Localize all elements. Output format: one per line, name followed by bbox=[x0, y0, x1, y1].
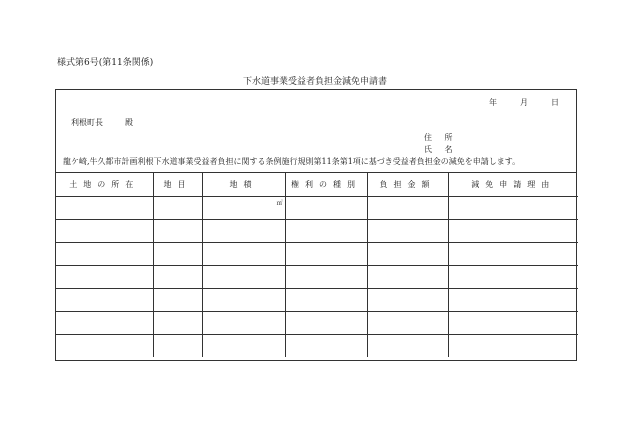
cell-land-category[interactable] bbox=[153, 197, 202, 220]
cell-right-type[interactable] bbox=[285, 197, 367, 220]
form-title: 下水道事業受益者負担金減免申請書 bbox=[242, 77, 387, 87]
table-row bbox=[56, 197, 578, 220]
cell-land-category[interactable] bbox=[153, 266, 202, 289]
cell-location[interactable] bbox=[56, 197, 153, 220]
date-day-label: 日 bbox=[551, 98, 560, 107]
address-label: 住 所 bbox=[424, 133, 458, 142]
header-right-type: 権利の種別 bbox=[285, 173, 367, 197]
form-header-section bbox=[56, 90, 576, 173]
cell-reduction-reason[interactable] bbox=[448, 312, 578, 335]
header-location: 土地の所在 bbox=[56, 173, 153, 197]
cell-land-category[interactable] bbox=[153, 243, 202, 266]
cell-location[interactable] bbox=[56, 243, 153, 266]
cell-right-type[interactable] bbox=[285, 243, 367, 266]
date-year-label: 年 bbox=[489, 98, 498, 107]
application-form bbox=[55, 89, 577, 361]
cell-land-category[interactable] bbox=[153, 312, 202, 335]
header-land-category: 地目 bbox=[153, 173, 202, 197]
form-number: 様式第6号(第11条関係) bbox=[57, 58, 154, 68]
date-line bbox=[489, 97, 560, 108]
cell-land-category[interactable] bbox=[153, 289, 202, 312]
table-row bbox=[56, 220, 578, 243]
header-charge-amount: 負担金額 bbox=[367, 173, 448, 197]
cell-land-area[interactable] bbox=[202, 220, 285, 243]
cell-right-type[interactable] bbox=[285, 289, 367, 312]
cell-reduction-reason[interactable] bbox=[448, 266, 578, 289]
table-row bbox=[56, 312, 578, 335]
table-row bbox=[56, 243, 578, 266]
header-land-area: 地積 bbox=[202, 173, 285, 197]
table-row bbox=[56, 335, 578, 358]
header-reduction-reason: 減免申請理由 bbox=[448, 173, 578, 197]
cell-land-area[interactable] bbox=[202, 289, 285, 312]
cell-land-area[interactable] bbox=[202, 335, 285, 358]
applicant-block bbox=[424, 132, 458, 156]
land-table bbox=[56, 173, 578, 357]
table-header-row bbox=[56, 173, 578, 197]
cell-charge-amount[interactable] bbox=[367, 312, 448, 335]
name-label: 氏 名 bbox=[424, 145, 458, 154]
table-row bbox=[56, 266, 578, 289]
cell-reduction-reason[interactable] bbox=[448, 243, 578, 266]
cell-land-area[interactable] bbox=[202, 197, 285, 220]
cell-land-area[interactable] bbox=[202, 243, 285, 266]
cell-charge-amount[interactable] bbox=[367, 220, 448, 243]
cell-reduction-reason[interactable] bbox=[448, 220, 578, 243]
cell-charge-amount[interactable] bbox=[367, 197, 448, 220]
cell-location[interactable] bbox=[56, 266, 153, 289]
table-row bbox=[56, 289, 578, 312]
cell-right-type[interactable] bbox=[285, 335, 367, 358]
cell-land-area[interactable] bbox=[202, 312, 285, 335]
area-unit: ㎡ bbox=[276, 200, 283, 207]
application-statement: 龍ケ崎,牛久都市計画利根下水道事業受益者負担に関する条例施行規則第11条第1項に基づき受益者負担金の減免を申請します。 bbox=[63, 157, 521, 166]
cell-land-area[interactable] bbox=[202, 266, 285, 289]
addressee bbox=[71, 117, 133, 128]
cell-charge-amount[interactable] bbox=[367, 335, 448, 358]
cell-reduction-reason[interactable] bbox=[448, 335, 578, 358]
cell-location[interactable] bbox=[56, 289, 153, 312]
cell-charge-amount[interactable] bbox=[367, 243, 448, 266]
cell-charge-amount[interactable] bbox=[367, 266, 448, 289]
cell-right-type[interactable] bbox=[285, 312, 367, 335]
cell-right-type[interactable] bbox=[285, 220, 367, 243]
cell-land-category[interactable] bbox=[153, 220, 202, 243]
cell-land-category[interactable] bbox=[153, 335, 202, 358]
cell-location[interactable] bbox=[56, 335, 153, 358]
cell-location[interactable] bbox=[56, 312, 153, 335]
cell-reduction-reason[interactable] bbox=[448, 289, 578, 312]
addressee-honorific: 殿 bbox=[125, 118, 133, 127]
cell-charge-amount[interactable] bbox=[367, 289, 448, 312]
cell-location[interactable] bbox=[56, 220, 153, 243]
addressee-name: 利根町長 bbox=[71, 118, 103, 127]
date-month-label: 月 bbox=[520, 98, 529, 107]
cell-right-type[interactable] bbox=[285, 266, 367, 289]
cell-reduction-reason[interactable] bbox=[448, 197, 578, 220]
